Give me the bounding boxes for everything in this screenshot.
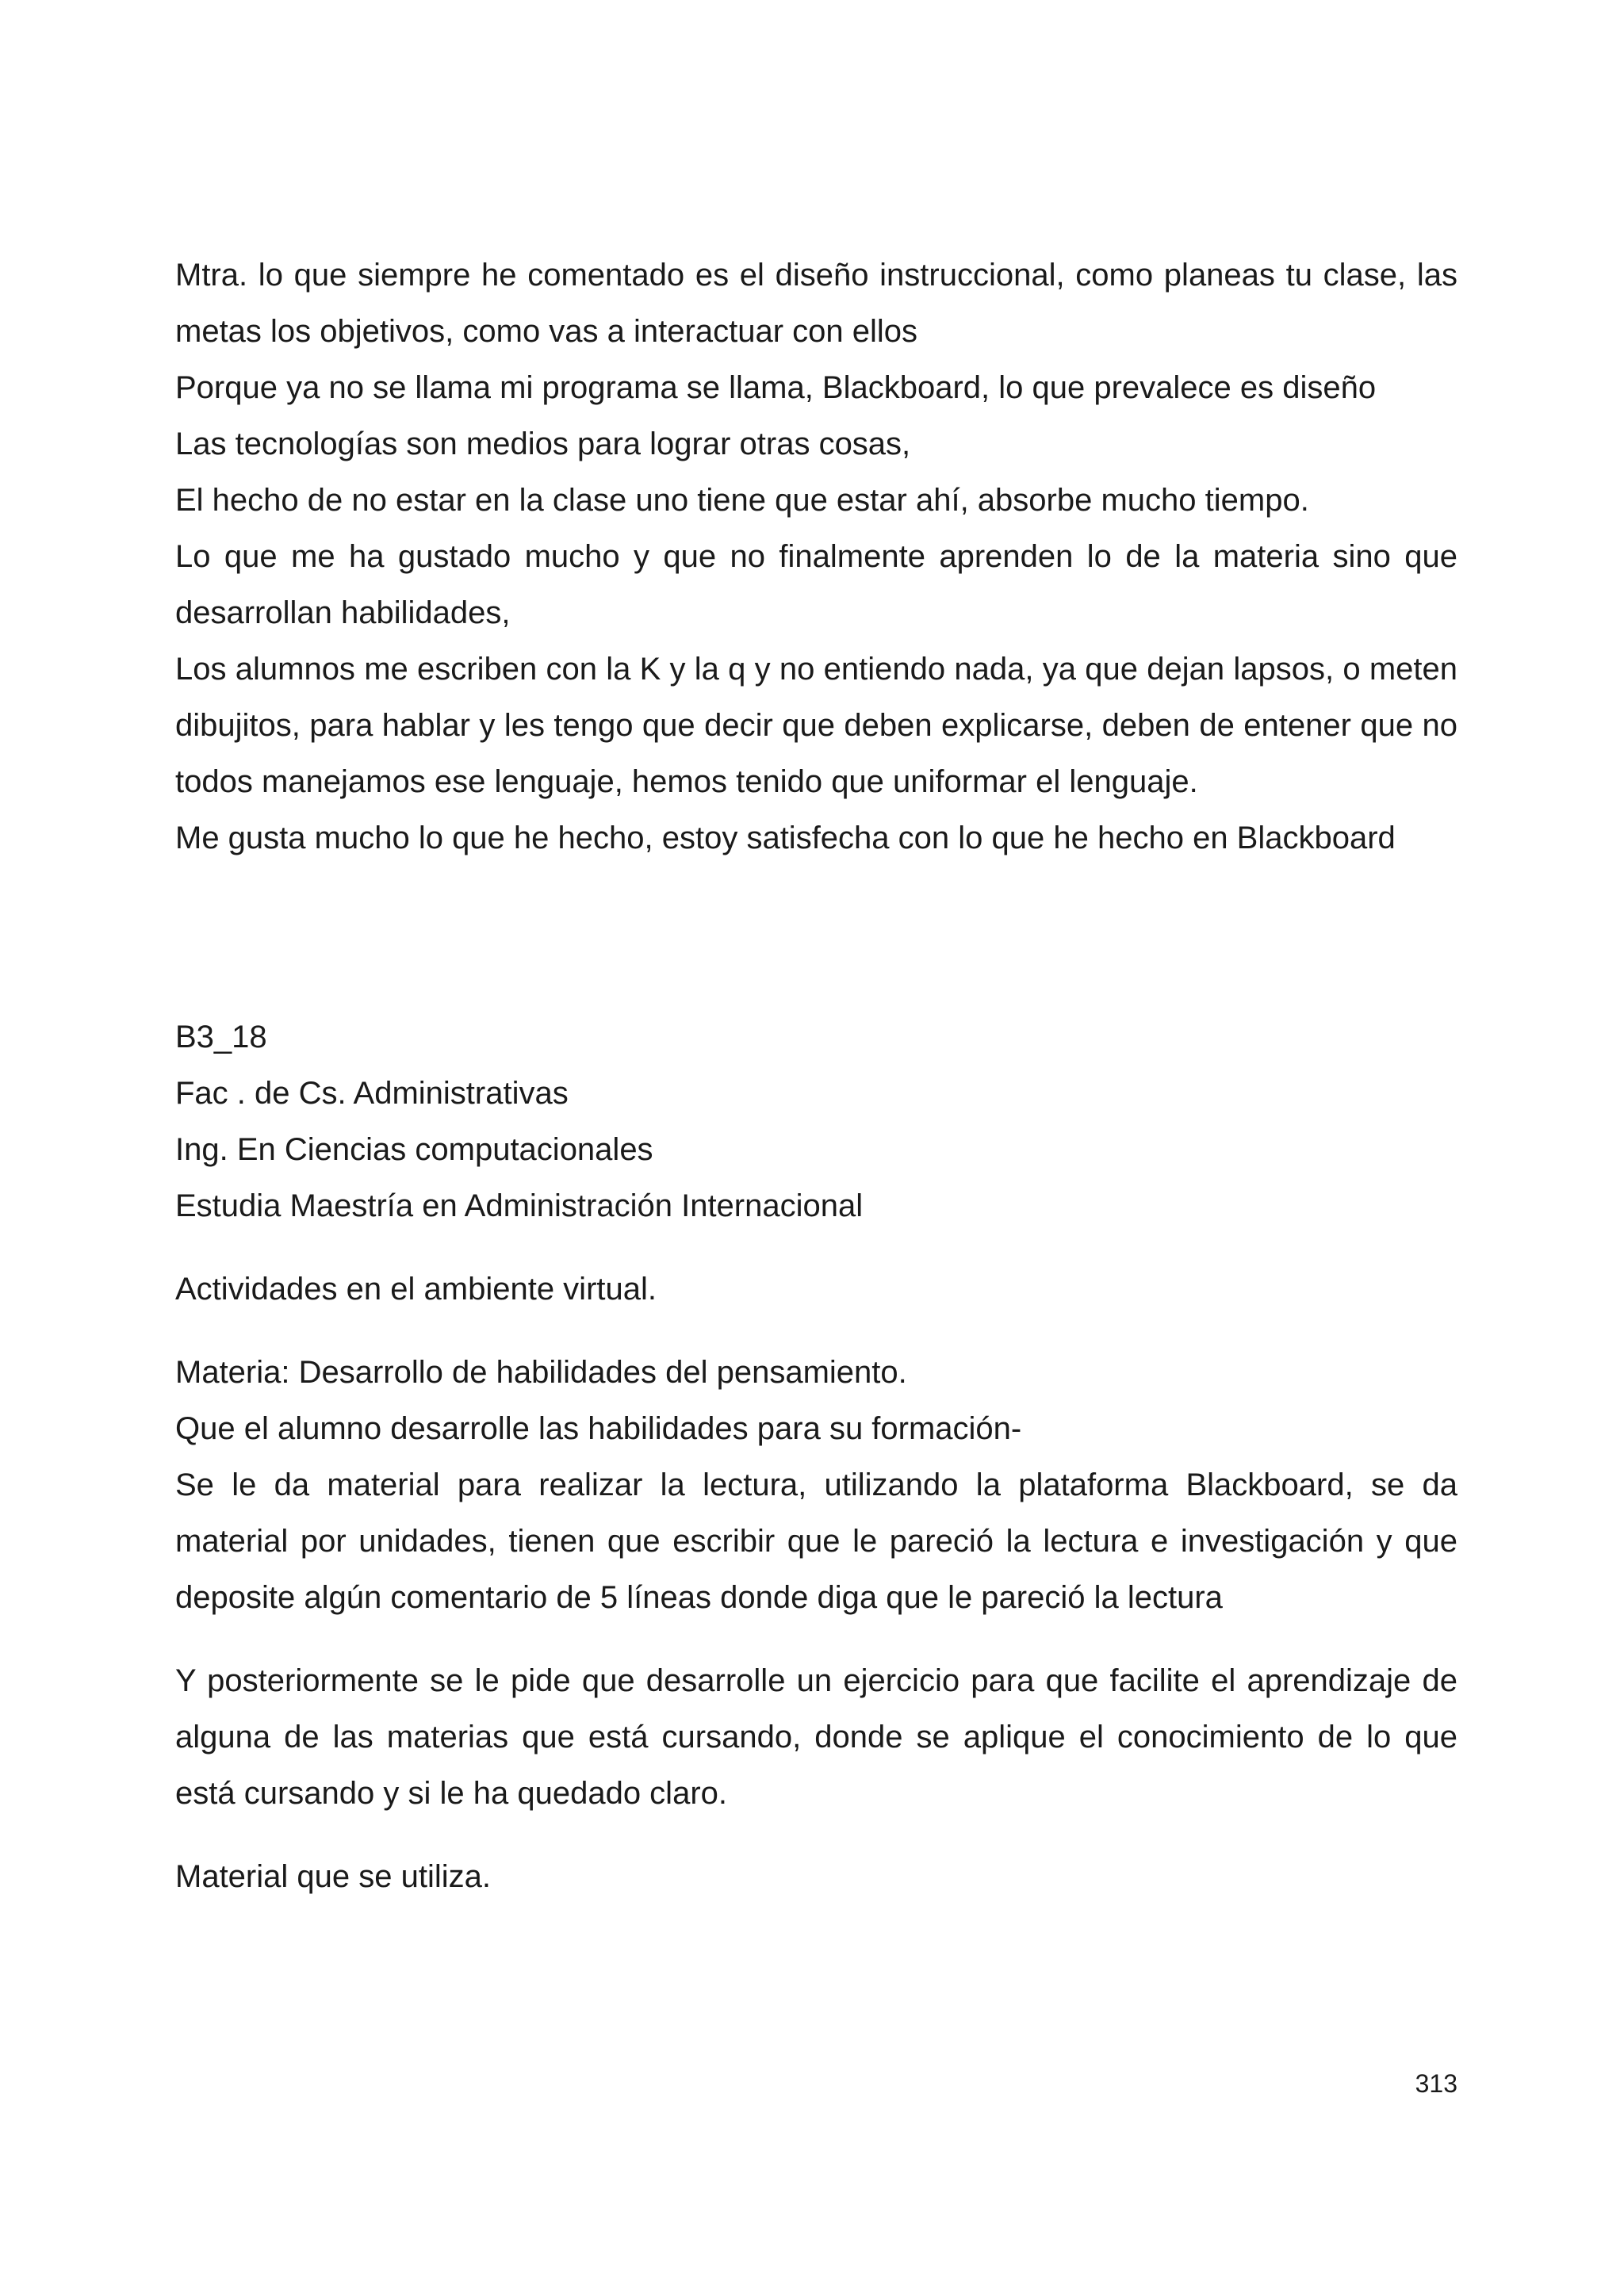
paragraph-disenio-instruccional: Mtra. lo que siempre he comentado es el diseño instruccional, como planeas tu clase, las metas los objetivos, como vas a interactuar con ellos	[175, 258, 1457, 349]
paragraph-posteriormente: Y posteriormente se le pide que desarrolle un ejercicio para que facilite el aprendizaje de alguna de las materias que está cursando, donde se aplique el conocimiento de lo que está cursando y si le ha quedado claro.	[175, 1663, 1457, 1811]
page-body	[175, 247, 1457, 1905]
materia-line: Materia: Desarrollo de habilidades del pensamiento.	[175, 1355, 907, 1390]
paragraph-spacer	[175, 1626, 1457, 1653]
interview-code: B3_18	[175, 1020, 267, 1054]
paragraph-satisfecha: Me gusta mucho lo que he hecho, estoy satisfecha con lo que he hecho en Blackboard	[175, 821, 1396, 855]
activities-heading: Actividades en el ambiente virtual.	[175, 1272, 657, 1307]
paragraph-tecnologias: Las tecnologías son medios para lograr otras cosas,	[175, 427, 911, 461]
paragraph-material-lectura: Se le da material para realizar la lectura, utilizando la plataforma Blackboard, se da material por unidades, tienen que escribir que le pareció la lectura e investigación y que deposite algún comentario de 5 líneas donde diga que le pareció la lectura	[175, 1468, 1457, 1615]
degree-line: Ing. En Ciencias computacionales	[175, 1132, 653, 1167]
section-spacer	[175, 867, 1457, 1009]
paragraph-blackboard-programa: Porque ya no se llama mi programa se llama, Blackboard, lo que prevalece es diseño	[175, 370, 1377, 405]
paragraph-habilidades: Lo que me ha gustado mucho y que no finalmente aprenden lo de la materia sino que desarrollan habilidades,	[175, 539, 1457, 630]
paragraph-spacer	[175, 1318, 1457, 1345]
faculty-line: Fac . de Cs. Administrativas	[175, 1076, 569, 1111]
paragraph-lenguaje-alumnos: Los alumnos me escriben con la K y la q y no entiendo nada, ya que dejan lapsos, o meten dibujitos, para hablar y les tengo que decir que deben explicarse, deben de entener que no todos manejamos ese lenguaje, hemos tenido que uniformar el lenguaje.	[175, 652, 1457, 799]
paragraph-no-estar-en-clase: El hecho de no estar en la clase uno tiene que estar ahí, absorbe mucho tiempo.	[175, 483, 1309, 518]
paragraph-spacer	[175, 1822, 1457, 1849]
objective-line: Que el alumno desarrolle las habilidades para su formación-	[175, 1411, 1022, 1446]
paragraph-spacer	[175, 1234, 1457, 1261]
studies-line: Estudia Maestría en Administración Internacional	[175, 1188, 864, 1223]
page-number: 313	[1415, 2069, 1457, 2098]
material-heading: Material que se utiliza.	[175, 1859, 491, 1894]
